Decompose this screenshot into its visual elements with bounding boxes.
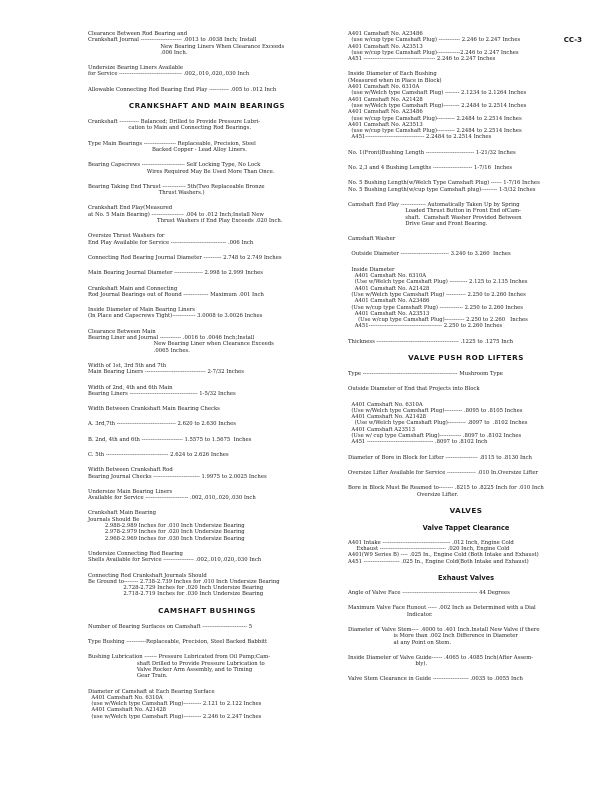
spec-line: Undersize Connecting Rod Bearing <box>88 550 183 557</box>
spec-entry <box>348 540 584 565</box>
spec-line: A401 Camshaft No. A21428 <box>348 96 423 103</box>
spec-line: Indicator. <box>348 611 433 618</box>
spec-line: Oversize Lifter Available for Service ---------------- .010 In.Oversize Lifter <box>348 469 538 476</box>
spec-line: Width Between Crankshaft Rod <box>88 467 173 474</box>
spec-line: Main Bearing Liners ---------------------------------- 2-7/32 Inches <box>88 369 244 376</box>
spec-line: Bearing Journal Checks -------------------------- 1.9975 to 2.0025 Inches <box>88 473 267 480</box>
spec-line: Bearing Liner and Journal ------------ .0016 to .0046 Inch;Install <box>88 335 255 342</box>
spec-line: Bore in Block Must Be Reamed to-------- .8215 to .8225 Inch for .010 Inch <box>348 485 544 492</box>
spec-entry <box>348 485 584 498</box>
spec-line: is More than .002 Inch Difference in Diameter <box>348 633 518 640</box>
spec-entry <box>348 470 584 476</box>
spec-line: A401 Camshaft No. A23513 <box>348 43 423 50</box>
spec-line: Thrust Washers.) <box>88 190 205 197</box>
spec-line: Maximum Valve Face Runout ----- .002 Inch as Determined with a Dial <box>348 605 536 612</box>
spec-line: (use w/Welch type Camshaft Plug)--------- 2.2484 to 2.2514 Inches <box>348 102 527 109</box>
spec-line: for Service ----------------------------------- .002,.010,.020,.030 Inch <box>88 71 250 78</box>
spec-line: 2.718-2.719 Inches for .030 Inch Undersize Bearing <box>88 591 264 598</box>
spec-line: Type Bushing -----------Replaceable, Precision, Steel Backed Babbitt <box>88 639 268 646</box>
spec-line: (Use w/Welch type Camshaft Plug)---------- .8097 to .8102 Inches <box>348 420 528 427</box>
spec-entry <box>88 510 326 541</box>
subsection-heading: Exhaust Valves <box>437 574 495 583</box>
spec-line: bly). <box>348 661 428 668</box>
spec-line: (In Place and Capscrews Tight)------------- 3.0008 to 3.0026 Inches <box>88 313 263 320</box>
spec-line: Crankshaft Journal ----------------------- .0013 to .0038 Inch; Install <box>88 37 257 44</box>
spec-line: A401 Camshaft No. A23486 <box>348 31 423 37</box>
section-heading: VALVES <box>449 505 483 515</box>
spec-line: A401 Camshaft No. 6310A <box>348 84 420 91</box>
spec-entry <box>348 371 584 377</box>
spec-line: shaft Drilled to Provide Pressure Lubrication to <box>88 660 265 667</box>
spec-entry <box>348 165 584 171</box>
spec-line: A401 Camshaft No. A21428 <box>88 707 167 714</box>
spec-entry <box>88 31 326 56</box>
spec-line: A401(W9 Series B) ---- .025 In., Engine Cold (Both Intake and Exhaust) <box>348 552 539 559</box>
spec-entry <box>88 624 326 630</box>
spec-line: A451----------------------------------------- 2.250 to 2.260 Inches <box>348 323 503 330</box>
spec-entry <box>88 307 326 320</box>
spec-entry <box>348 236 584 242</box>
spec-line: Bearing Liners -------------------------------------- 1-5/32 Inches <box>88 390 236 397</box>
spec-line: Wires Required May Be Used More Than Once. <box>88 168 275 175</box>
spec-line: 2.988-2.989 Inches for .010 Inch Undersize Bearing <box>88 523 245 530</box>
spec-line: Width Between Crankshaft Main Bearing Checks <box>88 406 220 413</box>
spec-entry <box>88 270 326 276</box>
spec-entry <box>348 150 584 156</box>
spec-line: .0065 Inches. <box>88 347 190 354</box>
spec-line: Clearance Between Rod Bearing and <box>88 31 188 37</box>
spec-entry <box>348 202 584 227</box>
spec-line: Valve Stem Clearance in Guide -------------------- .0035 to .0055 Inch <box>348 676 523 683</box>
spec-entry <box>88 141 326 154</box>
spec-line: A451 -------------------- .025 In., Engine Cold(Both Intake and Exhaust) <box>348 558 529 565</box>
spec-line: Available for Service ------------------------ .002,.010,.020,.030 Inch <box>88 495 256 502</box>
spec-entry <box>348 180 584 193</box>
spec-line: A401 Camshaft No. 6310A <box>348 273 427 280</box>
spec-entry <box>88 119 326 132</box>
spec-line: Oversize Lifter. <box>348 491 459 498</box>
spec-line: (use w/cup type Camshaft Plug) ------------ 2.246 to 2.247 Inches <box>348 37 521 44</box>
spec-entry <box>88 87 326 93</box>
spec-line: Number of Bearing Surfaces on Camshaft ------------------------- 5 <box>88 623 253 630</box>
spec-entry <box>88 639 326 645</box>
spec-line: Crankshaft Main and Connecting <box>88 285 178 292</box>
section-heading: CAMSHAFT BUSHINGS <box>158 605 256 615</box>
spec-line: Bearing Taking End Thrust ------------- 5th(Two Replaceable Bronze <box>88 183 265 190</box>
spec-line: 2.968-2.969 Inches for .030 Inch Undersize Bearing <box>88 535 245 542</box>
spec-line: Crankshaft End Play(Measured <box>88 205 173 212</box>
spec-line: B. 2nd, 4th and 6th ----------------------- 1.5575 to 1.5675 Inches <box>88 436 252 443</box>
spec-line: A401 Camshaft No. A23513 <box>348 121 423 128</box>
spec-line: (Use w/cup type Camshaft Plug) ------------- 2.250 to 2.260 Inches <box>348 304 524 311</box>
spec-line: (Use w/Welch type Camshaft Plug)---------- .8095 to .8105 Inches <box>348 407 523 414</box>
spec-entry <box>88 65 326 78</box>
spec-entry <box>348 676 584 682</box>
spec-line: Oversize Thrust Washers for <box>88 233 165 240</box>
spec-line: A401 Camshaft A23513 <box>348 426 415 433</box>
spec-line: Crankshaft Main Bearing <box>88 510 157 517</box>
spec-line: (Use w/Welch type Camshaft Plug) ----------- 2.250 to 2.260 Inches <box>348 291 526 298</box>
spec-line: Journals Should Be <box>88 516 140 523</box>
spec-line: Diameter of Camshaft at Each Bearing Surface <box>88 688 215 695</box>
spec-entry <box>88 551 326 564</box>
spec-line: Camshaft End Play -------------- Automatically Taken Up by Spring <box>348 201 520 208</box>
spec-line: (Use w/Welch type Camshaft Plug) ---------- 2.125 to 2.135 Inches <box>348 279 528 286</box>
spec-line: A451--------------------------------- 2.2484 to 2.2514 Inches <box>348 134 492 141</box>
spec-line: Clearance Between Main <box>88 328 156 335</box>
spec-line: (use w/Welch type Camshaft Plug) -------- 2.1234 to 2.1264 Inches <box>348 90 527 97</box>
spec-line: Rod Journal Bearings out of Round -------------- Maximum .001 Inch <box>88 291 264 298</box>
spec-line: No. 5 Bushing Length(w/Welch Type Camshaft Plug) ------ 1-7/16 Inches <box>348 180 540 187</box>
spec-line: Undersize Bearing Liners Available <box>88 65 184 72</box>
spec-entry <box>348 627 584 646</box>
spec-entry <box>88 255 326 261</box>
spec-line: (Use w/ cup type Camshaft Plug)------------ .8097 to .8102 Inches <box>348 433 522 440</box>
spec-entry <box>348 386 584 392</box>
spec-line: A401 Intake -------------------------------------- .012 Inch, Engine Cold <box>348 539 514 546</box>
spec-line: Inside Diameter of Main Bearing Liners <box>88 307 195 314</box>
spec-line: Gear Train. <box>88 673 168 680</box>
spec-entry <box>88 689 326 720</box>
spec-line: at No. 5 Main Bearing) ------------------ .004 to .012 Inch;Install New <box>88 211 264 218</box>
spec-entry <box>348 605 584 618</box>
spec-line: (use w/Welch type Camshaft Plug)---------- 2.121 to 2.122 Inches <box>88 701 262 708</box>
spec-line: Diameter of Valve Stem---- .4000 to .401 Inch.Install New Valve if there <box>348 626 540 633</box>
spec-entry <box>88 421 326 427</box>
spec-entry <box>88 489 326 502</box>
spec-line: Main Bearing Journal Diameter ---------------- 2.998 to 2.999 Inches <box>88 270 263 277</box>
spec-entry <box>88 437 326 443</box>
spec-line: (use w/cup type Camshaft Plug)---------- 2.2484 to 2.2514 Inches <box>348 115 522 122</box>
spec-line: Inside Diameter of Valve Guide------ .4065 to .4085 Inch(After Assem- <box>348 654 534 661</box>
spec-line: C. 5th ----------------------------------- 2.624 to 2.626 Inches <box>88 451 229 458</box>
spec-entry <box>348 31 584 62</box>
spec-entry <box>348 655 584 668</box>
spec-entry <box>88 385 326 398</box>
spec-line: A401 Camshaft No. A23486 <box>348 298 430 305</box>
spec-line: Camshaft Washer <box>348 236 396 243</box>
spec-line: .006 Inch. <box>88 49 188 56</box>
spec-line: Type Main Bearings ------------------ Replaceable, Precision, Steel <box>88 140 256 147</box>
spec-entry <box>88 573 326 598</box>
spec-line: Connecting Rod Bearing Journal Diameter ---------- 2.748 to 2.749 Inches <box>88 254 282 261</box>
spec-line: (Measured when in Place in Block) <box>348 77 442 84</box>
spec-line: A401 Camshaft No. A21428 <box>348 414 427 421</box>
spec-entry <box>348 71 584 140</box>
spec-entry <box>88 654 326 679</box>
spec-line: (use w/Welch type Camshaft Plug)---------- 2.246 to 2.247 Inches <box>88 713 262 720</box>
spec-line: (use w/cup type Camshaft Plug)-------------2.246 to 2.247 Inches <box>348 49 519 56</box>
section-heading: CRANKSHAFT AND MAIN BEARINGS <box>128 101 286 111</box>
spec-line: Inside Diameter of Each Bushing <box>348 71 437 78</box>
spec-line: Width of 1st, 3rd 5th and 7th <box>88 362 167 369</box>
spec-line: A451 ---------------------------------------- 2.246 to 2.247 Inches <box>348 56 496 63</box>
spec-line: A401 Camshaft No. 6310A <box>348 401 423 408</box>
spec-line: Bushing Lubrication ------- Pressure Lubricated from Oil Pump;Cam- <box>88 654 271 661</box>
spec-entry <box>88 406 326 412</box>
spec-line: shaft. Camshaft Washer Provided Between <box>348 214 522 221</box>
spec-line: at any Point on Stem. <box>348 639 452 646</box>
spec-line: (Use w/cup type Camshaft Plug)----------- 2.250 to 2.260 Inches <box>348 317 528 324</box>
spec-line: (use w/cup type Camshaft Plug)---------- 2.2484 to 2.2514 Inches <box>348 128 522 135</box>
spec-line: A. 3rd,7th --------------------------------- 2.620 to 2.630 Inches <box>88 421 236 428</box>
spec-entry <box>88 467 326 480</box>
spec-line: No. 1(Front)Bushing Length --------------------------- 1-21/32 Inches <box>348 149 516 156</box>
spec-line: Outside Diameter of End that Projects into Block <box>348 386 480 393</box>
spec-line: 2.728-2.729 Inches for .020 Inch Undersize Bearing <box>88 585 264 592</box>
spec-line: Type ----------------------------------------------------- Mushroom Type <box>348 370 503 377</box>
spec-entry <box>88 452 326 458</box>
spec-line: Undersize Main Bearing Liners <box>88 488 173 495</box>
spec-line: New Bearing Liner when Clearance Exceeds <box>88 341 274 348</box>
spec-line: End Play Available for Service ------------------------------- .006 Inch <box>88 239 254 246</box>
spec-line: A401 Camshaft No. A23486 <box>348 109 423 116</box>
spec-entry <box>88 233 326 246</box>
spec-line: Diameter of Bore in Block for Lifter ------------------ .8115 to .8130 Inch <box>348 454 532 461</box>
spec-line: Inside Diameter <box>348 266 395 273</box>
spec-entry <box>88 205 326 224</box>
spec-line: Exhaust ------------------------------------- .020 Inch, Engine Cold <box>348 546 510 553</box>
page-number: CC-3 <box>563 36 582 44</box>
spec-line: Be Ground to-------- 2.738-2.739 Inches for .010 Inch Undersize Bearing <box>88 578 280 585</box>
spec-entry <box>88 363 326 376</box>
spec-line: Loaded Thrust Button in Front End ofCam- <box>348 208 521 215</box>
spec-line: Thickness ---------------------------------------------- .1225 to .1275 Inch <box>348 338 514 345</box>
spec-line: Valve Rocker Arm Assembly, and to Timing <box>88 666 253 673</box>
spec-entry <box>348 251 584 257</box>
spec-line: Thrust Washers if End Play Exceeds .020 Inch. <box>88 218 283 225</box>
spec-line: Drive Gear and Front Bearing. <box>348 220 488 227</box>
spec-line: Shells Available for Service ----------------- .002,.010,.020,.030 Inch <box>88 557 262 564</box>
spec-line: A401 Camshaft No. 6310A <box>88 694 163 701</box>
spec-line: Bearing Capscrews ------------------------ Self Locking Type, No Lock <box>88 162 261 169</box>
subsection-heading: Valve Tappet Clearance <box>422 523 510 532</box>
spec-entry <box>88 184 326 197</box>
spec-line: Angle of Valve Face ------------------------------------------ 44 Degrees <box>348 590 510 597</box>
spec-line: Outside Diameter --------------------------- 3.240 to 3.260 Inches <box>348 251 511 258</box>
spec-entry <box>348 339 584 345</box>
spec-line: Allowable Connecting Rod Bearing End Play ----------- .005 to .012 Inch <box>88 86 277 93</box>
right-column <box>348 31 584 692</box>
spec-line: Backed Copper - Lead Alloy Liners. <box>88 146 247 153</box>
spec-entry <box>348 590 584 596</box>
spec-entry <box>348 402 584 446</box>
left-column <box>88 31 326 729</box>
spec-line: Width of 2nd, 4th and 6th Main <box>88 384 173 391</box>
section-heading: VALVE PUSH ROD LIFTERS <box>408 352 524 362</box>
spec-line: New Bearing Liners When Clearance Exceeds <box>88 43 285 50</box>
spec-line: No. 2,3 and 4 Bushing Lengths ---------------------- 1-7/16 Inches <box>348 165 513 172</box>
spec-line: cation to Main and Connecting Rod Bearings. <box>88 125 251 132</box>
spec-line: No. 5 Bushing Length(w/cup type Camshaft plug)--------- 1-5/32 Inches <box>348 186 536 193</box>
spec-entry <box>88 286 326 299</box>
spec-entry <box>348 455 584 461</box>
spec-line: Connecting Rod Crankshaft Journals Should <box>88 572 207 579</box>
spec-entry <box>348 267 584 330</box>
spec-line: A401 Camshaft No. A21428 <box>348 285 430 292</box>
spec-line: A451 ------------------------------------- .8097 to .8102 Inch <box>348 439 488 446</box>
spec-line: 2.978-2.979 Inches for .020 Inch Undersize Bearing <box>88 529 245 536</box>
spec-line: A401 Camshaft No. A23513 <box>348 310 430 317</box>
spec-entry <box>88 162 326 175</box>
spec-entry <box>88 329 326 354</box>
spec-line: Crankshaft ----------- Balanced; Drilled to Provide Pressure Lubri- <box>88 119 261 126</box>
